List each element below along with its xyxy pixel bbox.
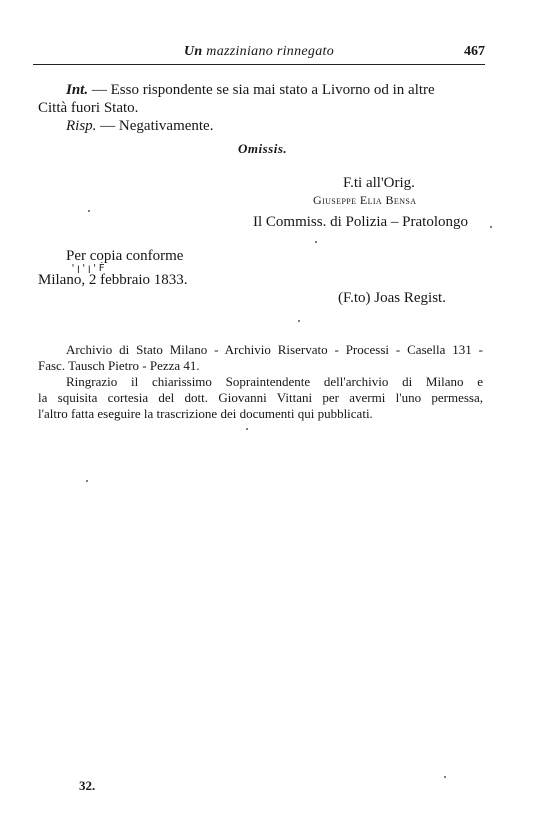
scan-speck: [315, 241, 317, 243]
signature-name: [313, 193, 416, 208]
note-line: Fasc. Tausch Pietro - Pezza 41.: [38, 358, 200, 373]
risp-text: — Negativamente.: [96, 118, 214, 134]
running-header: [33, 44, 485, 64]
note-line: Ringrazio il chiarissimo Sopraintendente dell'archivio di Milano e: [66, 374, 483, 389]
scan-speck: [490, 226, 492, 228]
signature-name-first: Giuseppe: [313, 193, 357, 207]
note-line: la squisita cortesia del dott. Giovanni Vittani per avermi l'uno permessa,: [38, 390, 483, 405]
commissioner-signature: Il Commiss. di Polizia – Pratolongo: [253, 214, 469, 230]
stamp-mark: 'ꞁ'ꞁ'Ḟ: [70, 263, 106, 274]
interrogation-line: [66, 82, 435, 99]
scan-speck: [298, 320, 300, 322]
header-rule: [33, 64, 485, 65]
interrogation-continuation: Città fuori Stato.: [38, 100, 139, 116]
int-text: — Esso rispondente se sia mai stato a Livorno od in altre: [88, 82, 435, 98]
page-number: 467: [464, 44, 485, 59]
note-line: l'altro fatta eseguire la trascrizione dei documenti qui pubblicati.: [38, 406, 373, 421]
copy-date: Milano, 2 febbraio 1833.: [38, 272, 188, 288]
omissis: Omissis.: [238, 141, 288, 156]
scan-speck: [444, 776, 446, 778]
registrar-signature: [338, 290, 446, 307]
running-title: [33, 44, 485, 60]
signature-name-rest: Elia Bensa: [359, 193, 417, 207]
response-line: [66, 118, 213, 135]
risp-label: Risp.: [66, 118, 97, 134]
signature-fti: F.ti all'Orig.: [343, 175, 415, 191]
running-title-first-word: Un: [183, 44, 203, 59]
copy-conforming: Per copia conforme: [66, 248, 184, 264]
scan-speck: [88, 210, 90, 212]
scan-speck: [86, 480, 88, 482]
note-line: Archivio di Stato Milano - Archivio Riservato - Processi - Casella 131 -: [66, 342, 483, 357]
running-title-rest: mazziniano rinnegato: [202, 44, 335, 59]
registrar-text: (F.to) Joas Regist.: [338, 290, 446, 306]
int-label: Int.: [66, 82, 89, 98]
scan-speck: [246, 428, 248, 430]
signature-mark: 32.: [79, 778, 96, 793]
